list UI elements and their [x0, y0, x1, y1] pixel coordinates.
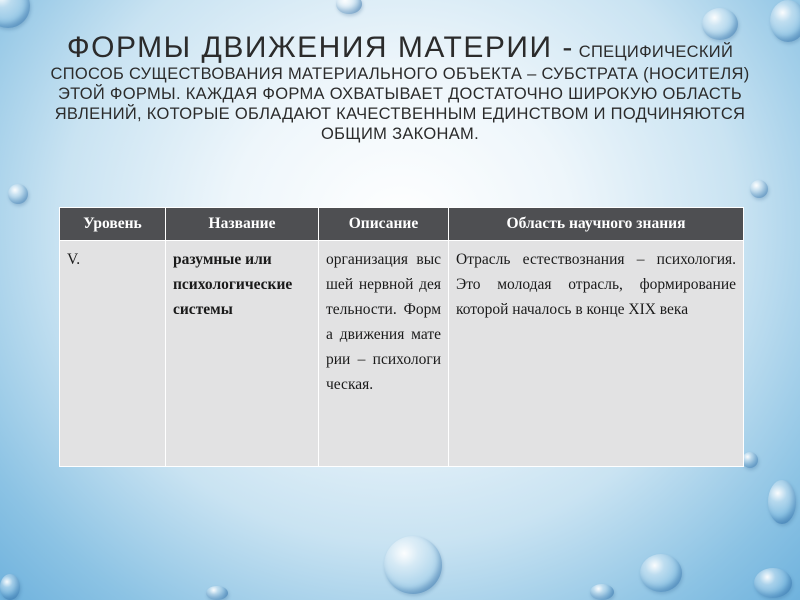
matter-forms-table [59, 207, 744, 467]
cell-level: V. [60, 241, 166, 467]
water-drop-decoration [590, 584, 614, 600]
water-drop-decoration [384, 536, 442, 594]
water-drop-decoration [768, 480, 796, 524]
cell-description: организация высшей нервной деятельности. Форма движения материи – психологическая. [319, 241, 449, 467]
table-header-row [60, 208, 744, 241]
slide-title-main: ФОРМЫ ДВИЖЕНИЯ МАТЕРИИ - [66, 31, 574, 64]
cell-science-field: Отрасль естествознания – психология. Это молодая отрасль, формирование которой началось в конце XIX века [449, 241, 744, 467]
column-header-description: Описание [319, 208, 449, 241]
water-drop-decoration [750, 180, 768, 198]
water-drop-decoration [754, 568, 792, 598]
column-header-name: Название [166, 208, 319, 241]
water-drop-decoration [640, 554, 682, 592]
cell-name: разумные или психологические системы [166, 241, 319, 467]
water-drop-decoration [0, 0, 30, 28]
water-drop-decoration [336, 0, 362, 14]
water-drop-decoration [0, 574, 20, 600]
table-row [60, 241, 744, 467]
slide-title-definition: СПЕЦИФИЧЕСКИЙ СПОСОБ СУЩЕСТВОВАНИЯ МАТЕРИАЛЬНОГО ОБЪЕКТА – СУБСТРАТА (НОСИТЕЛЯ) ЭТОЙ ФОРМЫ. КАЖДАЯ ФОРМА ОХВАТЫВАЕТ ДОСТАТОЧНО ШИРОКУЮ ОБЛАСТЬ ЯВЛЕНИЙ, КОТОРЫЕ ОБЛАДАЮТ КАЧЕСТВЕННЫМ ЕДИНСТВОМ И ПОДЧИНЯЮТСЯ ОБЩИМ ЗАКОНАМ. [50, 43, 750, 144]
water-drop-decoration [206, 586, 228, 600]
water-drop-decoration [8, 184, 28, 204]
water-drop-decoration [770, 0, 800, 42]
water-drop-decoration [742, 452, 758, 468]
slide-title [28, 30, 772, 145]
column-header-level: Уровень [60, 208, 166, 241]
column-header-science-field: Область научного знания [449, 208, 744, 241]
